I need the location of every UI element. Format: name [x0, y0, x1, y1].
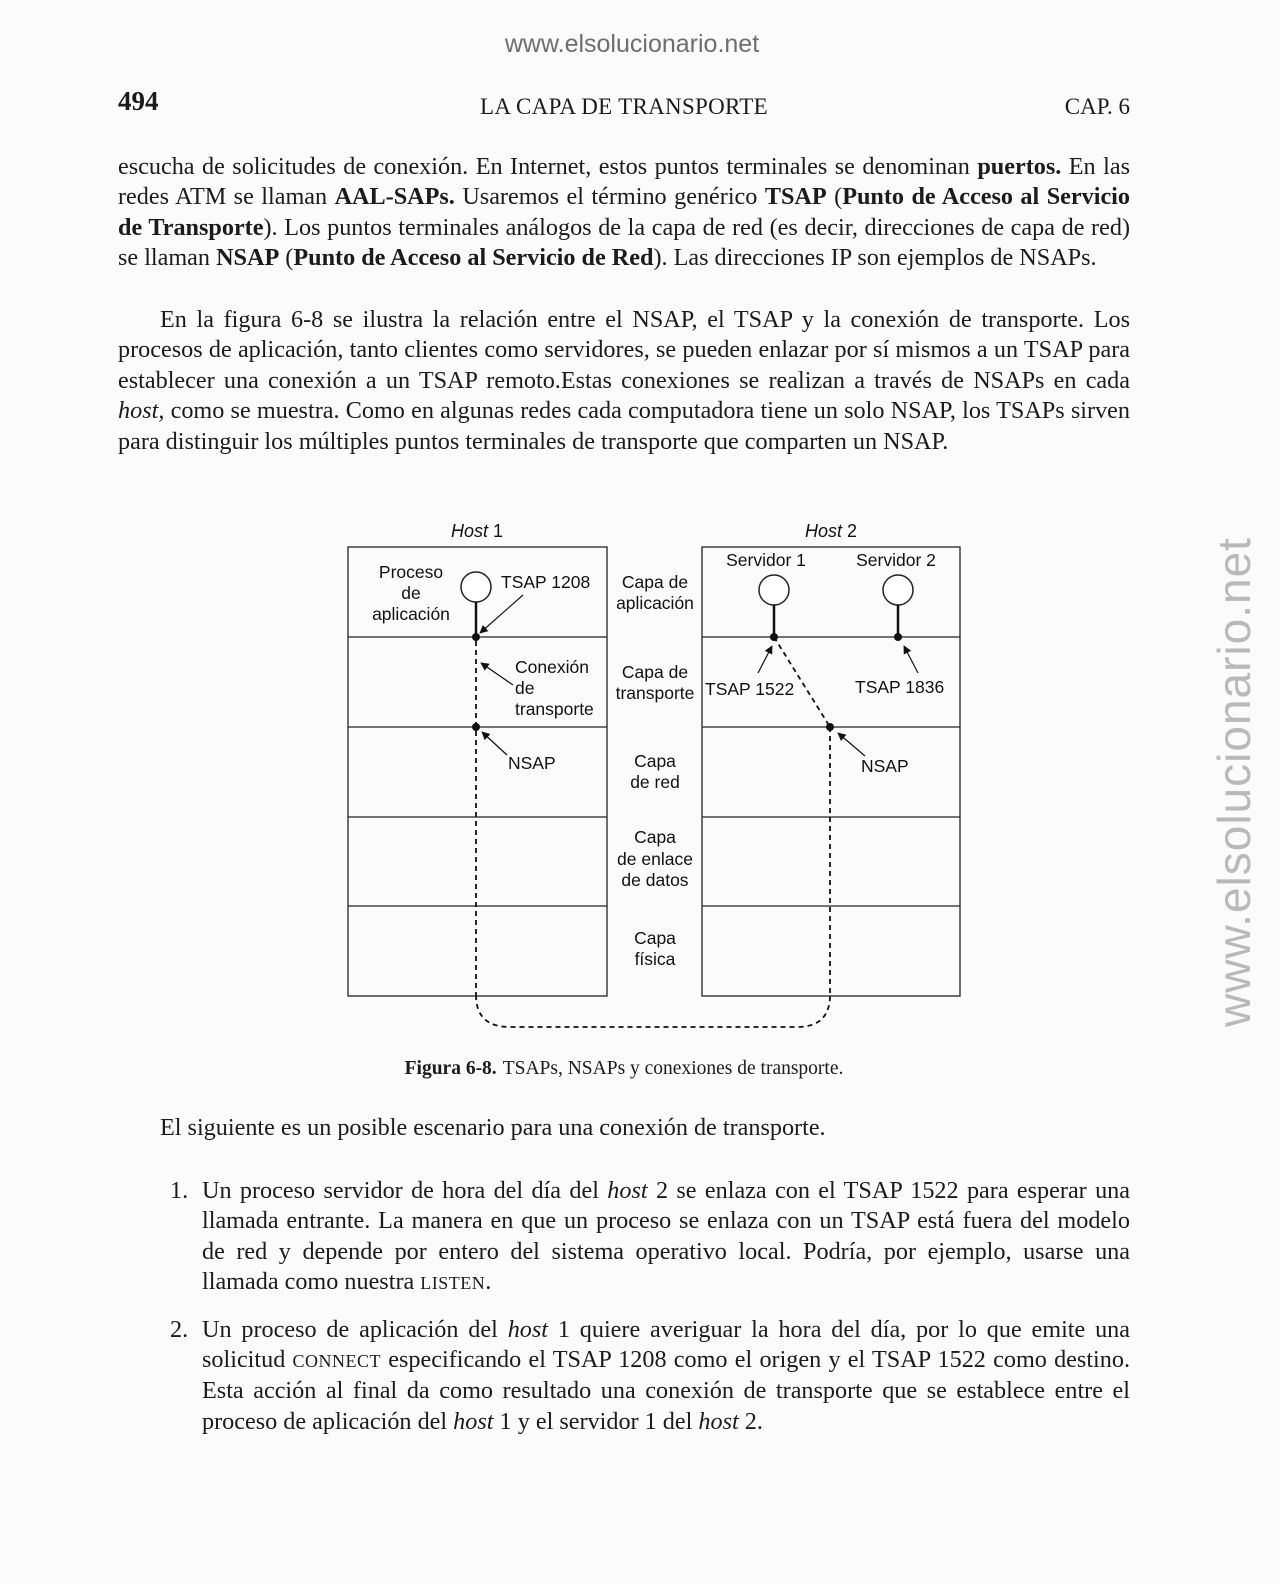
term-tsap-expansion: Punto de Acceso al Servicio de Transporte [118, 183, 1130, 241]
text-span: 2. [738, 1407, 763, 1435]
paragraph-2 [118, 305, 1130, 457]
term-tsap: TSAP [764, 183, 827, 211]
term-puertos: puertos. [977, 153, 1062, 180]
figure-6-8 [335, 515, 970, 1045]
server2-circle [883, 575, 913, 605]
italic-host: host [607, 1177, 648, 1204]
italic-host: host [453, 1407, 494, 1435]
scenario-list [160, 1176, 1130, 1453]
text-span: 1 quiere averiguar la hora del día, por lo que emite una solicitud [202, 1315, 1130, 1374]
text-span: especificando el TSAP 1208 como el origen y el TSAP 1522 como destino. Esta acción al final da como resultado una conexión de transporte que se establece entre el proceso de aplicación del [202, 1346, 1130, 1435]
layer-physical-line2: física [634, 949, 676, 969]
scenario-intro: El siguiente es un posible escenario para una conexión de transporte. [160, 1114, 826, 1141]
italic-host: host, [118, 397, 165, 425]
layer-physical-line1: Capa [634, 928, 676, 948]
conexion-label-line1: Conexión [515, 657, 589, 677]
italic-host: host [698, 1407, 739, 1435]
text-span: . [485, 1268, 492, 1296]
host1-label: Host 1 [451, 521, 504, 541]
paragraph-1 [118, 152, 1130, 274]
server1-circle [759, 575, 789, 605]
nsap-label-host2: NSAP [861, 756, 909, 776]
conexion-label-line3: transporte [515, 699, 594, 719]
layer-network-line1: Capa [634, 751, 676, 771]
text-span: 2 se enlaza con el TSAP 1522 para esperar una llamada entrante. La manera en que un proceso se enlaza con un TSAP está fuera del modelo de red y depende por entero del sistema operativo local. Podría, por ejemplo, usarse una llamada como nuestra [202, 1177, 1131, 1296]
layer-app-line2: aplicación [616, 593, 694, 613]
tsap-1208-label: TSAP 1208 [501, 572, 591, 592]
proceso-label-line2: de [401, 583, 421, 603]
list-number: 2. [170, 1315, 189, 1343]
layer-datalink-line1: Capa [634, 827, 676, 847]
text-span: En las redes ATM se llaman [118, 153, 1130, 211]
tsap-nsap-diagram [335, 515, 970, 1045]
list-item [160, 1315, 1130, 1438]
text-span: 1 y el servidor 1 del [493, 1407, 699, 1435]
layer-datalink-line3: de datos [621, 870, 689, 890]
chapter-label: CAP. 6 [1064, 94, 1130, 119]
text-span: Un proceso servidor de hora del día del [202, 1177, 608, 1204]
layer-transport-line2: transporte [615, 683, 695, 703]
watermark-side: www.elsolucionario.net [1208, 537, 1260, 1027]
tsap-1522-label: TSAP 1522 [705, 679, 795, 699]
tsap-1522-arrow [758, 646, 772, 673]
list-item [160, 1176, 1130, 1299]
layer-network-line2: de red [630, 772, 680, 792]
tsap-1836-arrow [904, 646, 918, 673]
layer-transport-line1: Capa de [621, 662, 689, 682]
figure-caption [0, 1058, 1248, 1080]
text-span: ). Los puntos terminales análogos de la capa de red (es decir, direcciones de capa de red) se llaman [118, 213, 1130, 272]
tsap-1836-point [894, 633, 902, 641]
conexion-label-line2: de [515, 678, 535, 698]
term-aal-saps: AAL-SAPs. [334, 183, 455, 211]
caption-text: TSAPs, NSAPs y conexiones de transporte. [502, 1058, 844, 1079]
text-span: ( [826, 183, 843, 211]
physical-link-path [476, 995, 830, 1027]
nsap-point-host2 [826, 723, 834, 731]
text-span: En la figura 6-8 se ilustra la relación entre el NSAP, el TSAP y la conexión de transporte. Los procesos de aplicación, tanto clientes como servidores, se pueden enlazar por sí mismos a un TSAP para establecer una conexión a un TSAP remoto.Estas conexiones se realizan a través de NSAPs en cada [118, 306, 1130, 394]
term-nsap-expansion: Punto de Acceso al Servicio de Red [293, 244, 654, 272]
process-circle-host1 [461, 572, 491, 602]
servidor-1-label: Servidor 1 [726, 550, 806, 570]
tsap-1208-point [472, 633, 480, 641]
proceso-label-line1: Proceso [378, 562, 444, 582]
layer-app-line1: Capa de [621, 572, 689, 592]
text-span: como se muestra. Como en algunas redes cada computadora tiene un solo NSAP, los TSAPs sirven para distinguir los múltiples puntos terminales de transporte que comparten un NSAP. [118, 397, 1130, 455]
smallcaps-connect: CONNECT [292, 1351, 382, 1372]
layer-datalink-line2: de enlace [617, 849, 693, 869]
list-number: 1. [170, 1177, 189, 1204]
watermark-top: www.elsolucionario.net [504, 30, 760, 58]
running-head: LA CAPA DE TRANSPORTE [479, 94, 769, 119]
nsap-point-host1 [472, 723, 480, 731]
nsap-arrow-host2 [838, 733, 865, 756]
nsap-arrow-host1 [482, 732, 507, 755]
smallcaps-listen: LISTEN [420, 1273, 486, 1294]
text-span: escucha de solicitudes de conexión. En Internet, estos puntos terminales se denominan [118, 153, 978, 180]
term-nsap: NSAP [216, 244, 280, 272]
page-number: 494 [118, 86, 159, 116]
text-span: ( [279, 244, 294, 272]
nsap-label-host1: NSAP [508, 753, 556, 773]
host2-box [702, 547, 960, 996]
host2-label: Host 2 [805, 521, 858, 541]
italic-host: host [507, 1315, 549, 1343]
proceso-label-line3: aplicación [372, 604, 450, 624]
text-span: Usaremos el término genérico [454, 183, 765, 211]
tsap-1208-arrow [480, 595, 523, 633]
tsap-1836-label: TSAP 1836 [855, 677, 945, 697]
conexion-arrow [481, 663, 513, 685]
text-span: ). Las direcciones IP son ejemplos de NSAPs. [653, 244, 1097, 272]
text-span: Un proceso de aplicación del [202, 1315, 508, 1343]
servidor-2-label: Servidor 2 [856, 550, 936, 570]
caption-label: Figura 6-8. [404, 1058, 497, 1079]
